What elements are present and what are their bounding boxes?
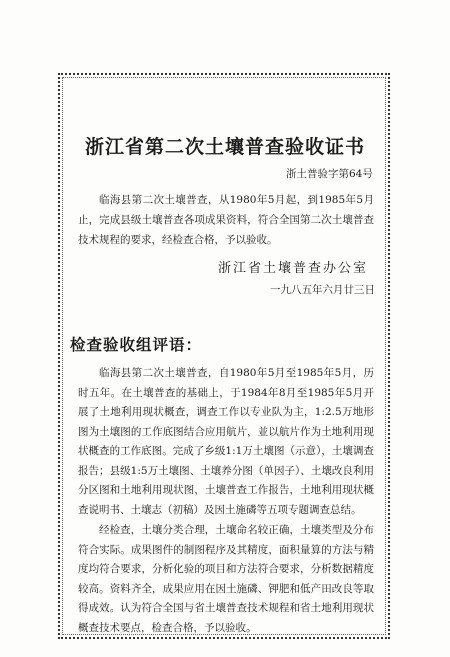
review-paragraph-2: 经检查，土壤分类合理，土壤命名较正确，土壤类型及分布符合实际。成果图件的制图程序及其精度，面积量算的方法与精度均符合要求，分析化验的项目和方法符合要求，分析数据精度较高。资料齐全，成果应用在因土施磷、钾肥和低产田改良等取得成效。认为符合全国与省土壤普查技术规程和省土地利用现状概查技术要点，检查合格，予以验收。 (78, 524, 374, 634)
issue-date: 一九八五年六月廿三日 (270, 284, 375, 296)
issuing-office: 浙江省土壤普查办公室 (218, 261, 369, 276)
review-paragraph-1: 临海县第二次土壤普查，自1980年5月至1985年5月，历时五年。在土壤普查的基础上，于1984年8月至1985年5月开展了土地利用现状概查，调查工作以专业队为主，1:2.5万地形图为土壤图的工作底图结合应用航片，並以航片作为土地利用现状概查的工作底图。完成了乡级1:1万土壤图（示意），土壤调查报告；县级1:5万土壤图、土壤养分图（单因子）、土壤改良利用分区图和土地利用现状图，土壤普查工作报告，土地利用现状概查说明书、土壤志（初稿）及因土施磷等五项专题调查总结。 (78, 367, 374, 516)
section-title: 检查验收组评语： (70, 335, 203, 354)
certificate-paragraph: 临海县第二次土壤普查，从1980年5月起，到1985年5月止，完成县级土壤普查各项成果资料，符合全国第二次土壤普查技术规程的要求，经检查合格，予以验收。 (78, 194, 374, 246)
document-title: 浙江省第二次土壤普查验收证书 (84, 136, 365, 158)
certificate-number: 浙土普验字第64号 (286, 168, 373, 180)
